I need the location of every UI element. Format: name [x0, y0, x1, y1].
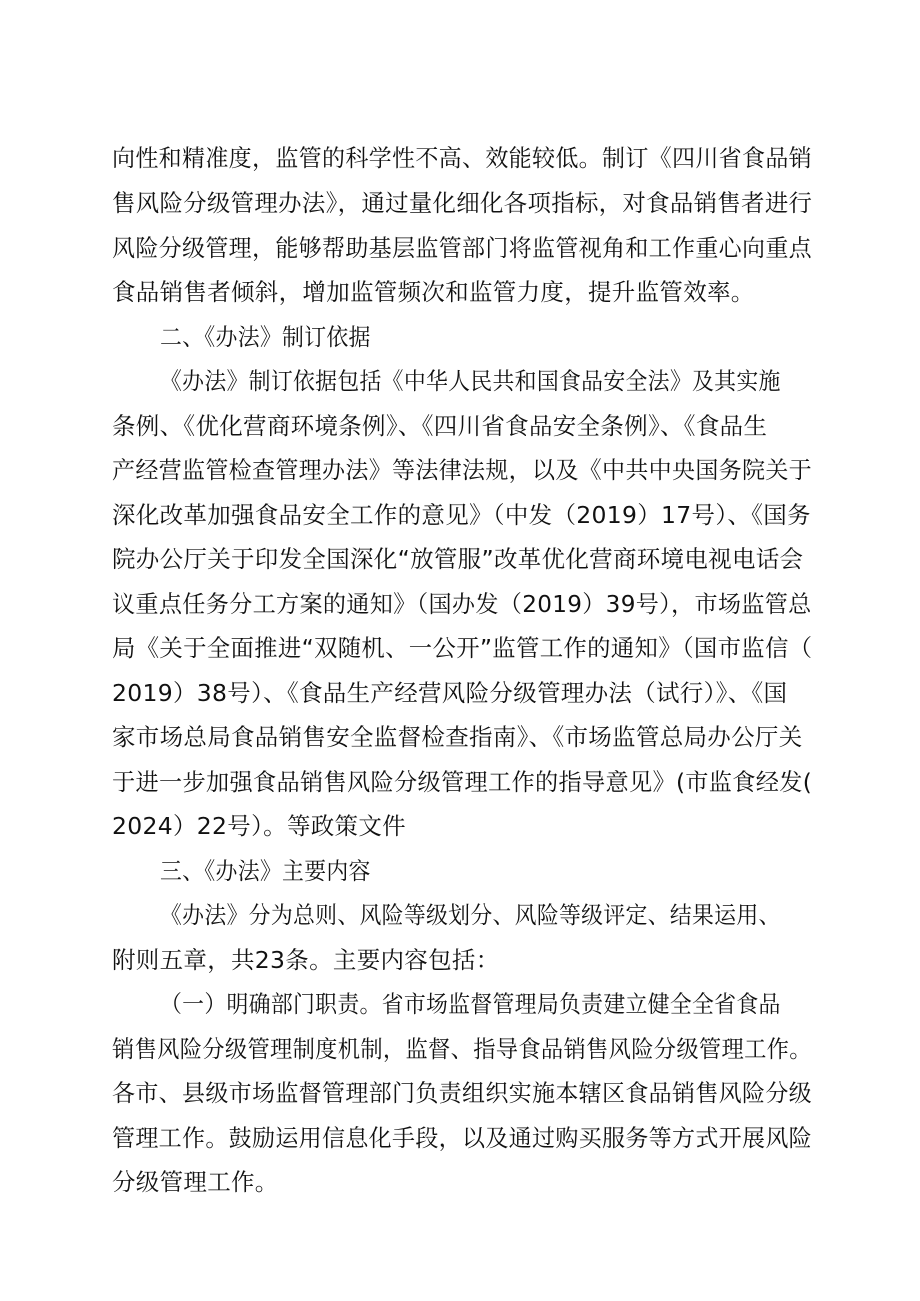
paragraph-line: 售风险分级管理办法》，通过量化细化各项指标，对食品销售者进行 [112, 189, 813, 217]
paragraph-line: 各市、县级市场监督管理部门负责组织实施本辖区食品销售风险分级 [112, 1079, 813, 1107]
paragraph-line: 食品销售者倾斜，增加监管频次和监管力度，提升监管效率。 [112, 278, 755, 306]
section-heading: 二、《办法》制订依据 [160, 323, 371, 351]
paragraph-line: 于进一步加强食品销售风险分级管理工作的指导意见》(市监食经发( [112, 768, 813, 796]
paragraph-line: 附则五章，共23条。主要内容包括： [112, 946, 500, 974]
paragraph-line: 《办法》分为总则、风险等级划分、风险等级评定、结果运用、 [160, 901, 781, 929]
paragraph-line: 深化改革加强食品安全工作的意见》（中发（2019）17号）、《国务 [112, 501, 811, 529]
paragraph-line: 院办公厅关于印发全国深化“放管服”改革优化营商环境电视电话会 [112, 545, 804, 573]
paragraph-line: 风险分级管理，能够帮助基层监管部门将监管视角和工作重心向重点 [112, 234, 813, 262]
paragraph-line: 产经营监管检查管理办法》等法律法规，以及《中共中央国务院关于 [112, 456, 813, 484]
section-heading: 三、《办法》主要内容 [160, 857, 371, 885]
paragraph-line: 2024）22号）。等政策文件 [112, 812, 406, 840]
paragraph-line: 向性和精准度，监管的科学性不高、效能较低。制订《四川省食品销 [112, 144, 813, 172]
paragraph-line: 议重点任务分工方案的通知》（国办发（2019）39号），市场监管总 [112, 590, 812, 618]
paragraph-line: 分级管理工作。 [112, 1168, 279, 1196]
paragraph-line: 2019）38号）、《食品生产经营风险分级管理办法（试行）》、《国 [112, 679, 788, 707]
paragraph-line: 家市场总局食品销售安全监督检查指南》、《市场监管总局办公厅关 [112, 723, 803, 751]
paragraph-line: 销售风险分级管理制度机制，监督、指导食品销售风险分级管理工作。 [112, 1035, 812, 1063]
paragraph-line: 《办法》制订依据包括《中华人民共和国食品安全法》及其实施 [160, 367, 781, 395]
paragraph-line: 条例、《优化营商环境条例》、《四川省食品安全条例》、《食品生 [112, 412, 768, 440]
paragraph-line: （一）明确部门职责。省市场监督管理局负责建立健全全省食品 [160, 990, 781, 1018]
paragraph-line: 局《关于全面推进“双随机、一公开”监管工作的通知》（国市监信（ [112, 634, 813, 662]
paragraph-line: 管理工作。鼓励运用信息化手段，以及通过购买服务等方式开展风险 [112, 1124, 813, 1152]
